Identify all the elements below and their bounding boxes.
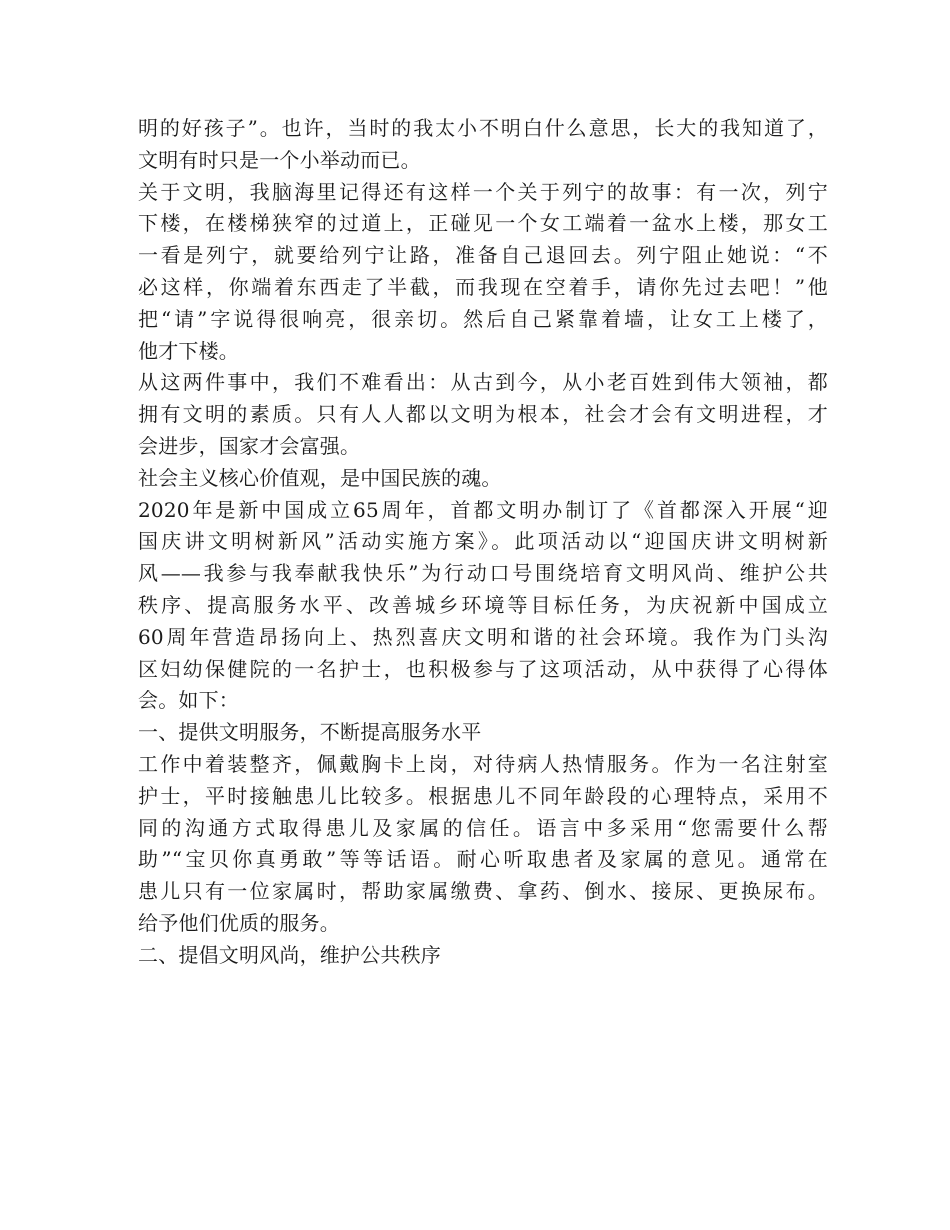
- text-line: 国庆讲文明树新风”活动实施方案》。此项活动以“迎国庆讲文明树新: [138, 529, 828, 554]
- text-line: 从这两件事中，我们不难看出：从古到今，从小老百姓到伟大领袖，都: [138, 370, 828, 395]
- text-line: 一看是列宁，就要给列宁让路，准备自己退回去。列宁阻止她说：“不: [138, 243, 828, 268]
- text-line: 拥有文明的素质。只有人人都以文明为根本，社会才会有文明进程，才: [138, 402, 828, 427]
- section-heading: 二、提倡文明风尚，维护公共秩序: [138, 942, 441, 967]
- text-line: 必这样，你端着东西走了半截，而我现在空着手，请你先过去吧！”他: [138, 274, 828, 299]
- text-line: 会进步，国家才会富强。: [138, 433, 361, 458]
- text-line: 区妇幼保健院的一名护士，也积极参与了这项活动，从中获得了心得体: [138, 656, 828, 681]
- text-line: 会。如下：: [138, 688, 239, 713]
- text-line: 社会主义核心价值观，是中国民族的魂。: [138, 465, 502, 490]
- text-line: 助”“宝贝你真勇敢”等等话语。耐心听取患者及家属的意见。通常在: [138, 847, 828, 872]
- text-line: 明的好孩子”。也许，当时的我太小不明白什么意思，长大的我知道了，: [138, 116, 828, 140]
- text-line: 给予他们优质的服务。: [138, 910, 340, 935]
- text-line: 护士，平时接触患儿比较多。根据患儿不同年龄段的心理特点，采用不: [138, 783, 828, 808]
- text-line: 患儿只有一位家属时，帮助家属缴费、拿药、倒水、接尿、更换尿布。: [138, 879, 828, 904]
- text-line: 工作中着装整齐，佩戴胸卡上岗，对待病人热情服务。作为一名注射室: [138, 751, 828, 776]
- text-line: 他才下楼。: [138, 338, 239, 363]
- text-line: 风——我参与我奉献我快乐”为行动口号围绕培育文明风尚、维护公共: [138, 561, 828, 586]
- section-heading: 一、提供文明服务，不断提高服务水平: [138, 720, 482, 745]
- text-line: 文明有时只是一个小举动而已。: [138, 147, 421, 172]
- document-body: [138, 113, 828, 972]
- text-line: 同的沟通方式取得患儿及家属的信任。语言中多采用“您需要什么帮: [138, 815, 828, 840]
- text-line: 关于文明，我脑海里记得还有这样一个关于列宁的故事：有一次，列宁: [138, 179, 828, 204]
- text-line: 秩序、提高服务水平、改善城乡环境等目标任务，为庆祝新中国成立: [138, 592, 828, 617]
- text-line: 2020年是新中国成立65周年，首都文明办制订了《首都深入开展“迎: [138, 497, 828, 522]
- text-line: 下楼，在楼梯狭窄的过道上，正碰见一个女工端着一盆水上楼，那女工: [138, 211, 828, 236]
- text-line: 把“请”字说得很响亮，很亲切。然后自己紧靠着墙，让女工上楼了，: [138, 306, 828, 331]
- text-line: 60周年营造昂扬向上、热烈喜庆文明和谐的社会环境。我作为门头沟: [138, 624, 828, 649]
